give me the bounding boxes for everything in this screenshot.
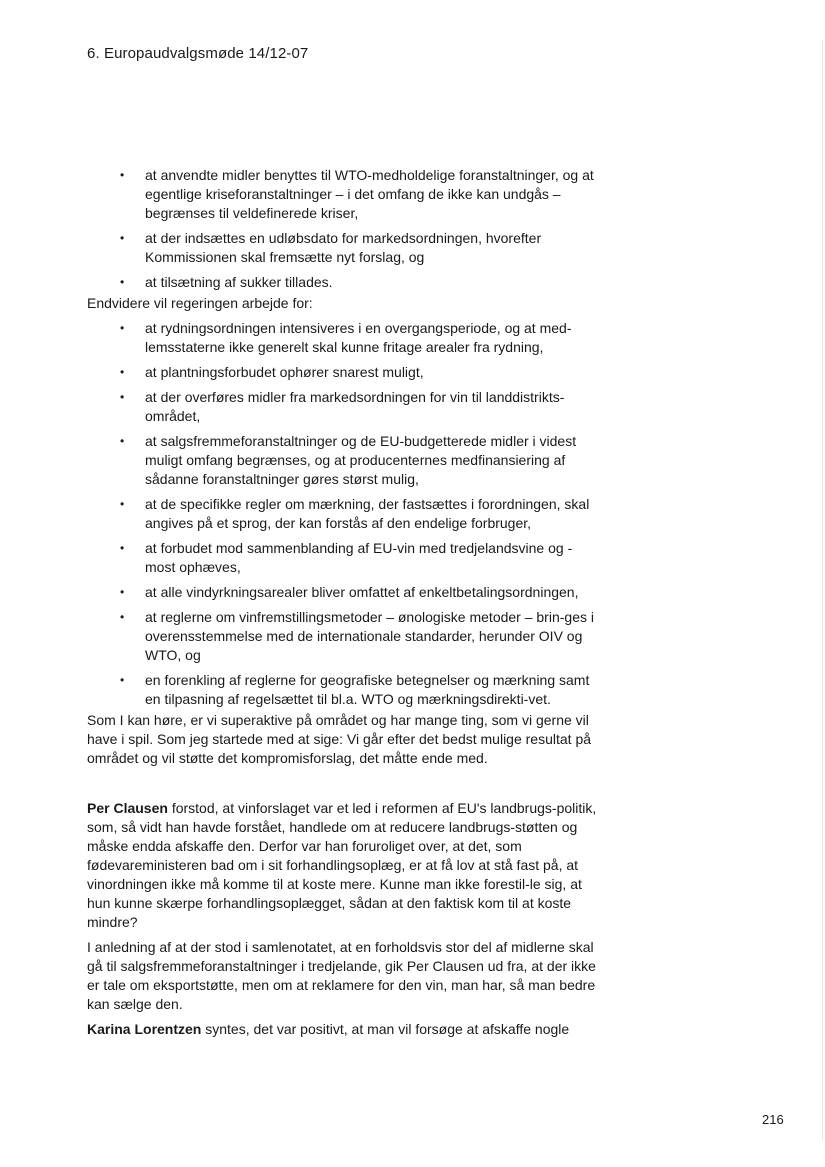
page-header: 6. Europaudvalgsmøde 14/12-07 bbox=[87, 45, 309, 62]
bullet-icon: • bbox=[120, 168, 125, 182]
list-item-text: at alle vindyrkningsarealer bliver omfattet af enkeltbetalingsordningen, bbox=[145, 584, 579, 600]
bullet-icon: • bbox=[120, 585, 125, 599]
list-item-text: at rydningsordningen intensiveres i en overgangsperiode, og at med-lemsstaterne ikke generelt skal kunne fritage arealer fra rydning, bbox=[145, 320, 572, 355]
list-item bbox=[87, 388, 597, 426]
list-item-text: at salgsfremmeforanstaltninger og de EU-budgetterede midler i videst muligt omfang begrænses, og at producenternes medfinansiering af sådanne foranstaltninger gøres størst mulig, bbox=[145, 433, 577, 487]
speech-text: forstod, at vinforslaget var et led i reformen af EU's landbrugs-politik, som, så vidt han havde forstået, handlede om at reducere landbrugs-støtten og måske endda afskaffe den. Derfor var han foruroliget over, at det, som fødevareministeren bad om i sit forhandlingsoplæg, er at få lov at stå fast på, at vinordningen ikke må komme til at koste mere. Kunne man ikke forestil-le sig, at hun kunne skærpe forhandlingsoplægget, sådan at den faktisk kom til at koste mindre? bbox=[87, 800, 597, 930]
bullet-icon: • bbox=[120, 365, 125, 379]
list-item bbox=[87, 583, 597, 602]
list-item-text: at reglerne om vinfremstillingsmetoder – ønologiske metoder – brin-ges i overensstemmelse med de internationale standarder, herunder OIV og WTO, og bbox=[145, 609, 594, 663]
list-item-text: at de specifikke regler om mærkning, der fastsættes i forordningen, skal angives på et sprog, der kan forstås af den endelige forbruger, bbox=[145, 496, 590, 531]
list-item bbox=[87, 539, 597, 577]
list-item-text: en forenkling af reglerne for geografiske betegnelser og mærkning samt en tilpasning af regelsættet til bl.a. WTO og mærkningsdirekti-vet. bbox=[145, 672, 590, 707]
bullet-list-a bbox=[87, 166, 597, 292]
bullet-icon: • bbox=[120, 390, 125, 404]
speaker-name: Karina Lorentzen bbox=[87, 1021, 202, 1037]
list-item bbox=[87, 432, 597, 489]
list-item bbox=[87, 273, 597, 292]
list-item bbox=[87, 671, 597, 709]
paragraph-per-clausen-2: I anledning af at der stod i samlenotatet, at en forholdsvis stor del af midlerne skal gå til salgsfremmeforanstaltninger i tredjelande, gik Per Clausen ud fra, at der ikke er tale om eksportstøtte, men om at reklamere for den vin, man har, så man bedre kan sælge den. bbox=[87, 939, 596, 1012]
paragraph-closing: Som I kan høre, er vi superaktive på området og har mange ting, som vi gerne vil have i spil. Som jeg startede med at sige: Vi går efter det bedst mulige resultat på området og vil støtte det kompromisforslag, det måtte ende med. bbox=[87, 712, 592, 766]
page-body bbox=[87, 166, 597, 1045]
section-gap bbox=[87, 774, 597, 799]
list-item-text: at anvendte midler benyttes til WTO-medholdelige foranstaltninger, og at egentlige kriseforanstaltninger – i det omfang de ikke kan undgås – begrænses til veldefinerede kriser, bbox=[145, 167, 594, 221]
scan-edge-line bbox=[822, 40, 823, 1140]
speaker-name: Per Clausen bbox=[87, 800, 168, 816]
speech-text: syntes, det var positivt, at man vil forsøge at afskaffe nogle bbox=[201, 1021, 570, 1037]
paragraph-per-clausen bbox=[87, 799, 597, 932]
list-item-text: at der indsættes en udløbsdato for markedsordningen, hvorefter Kommissionen skal fremsætte nyt forslag, og bbox=[145, 230, 542, 265]
bullet-list-b bbox=[87, 319, 597, 709]
bullet-icon: • bbox=[120, 610, 125, 624]
list-item-text: at der overføres midler fra markedsordningen for vin til landdistrikts-området, bbox=[145, 389, 565, 424]
paragraph-karina-lorentzen bbox=[87, 1020, 597, 1039]
list-item bbox=[87, 319, 597, 357]
list-item bbox=[87, 166, 597, 223]
list-item bbox=[87, 229, 597, 267]
bullet-icon: • bbox=[120, 434, 125, 448]
list-item-text: at forbudet mod sammenblanding af EU-vin med tredjelandsvine og -most ophæves, bbox=[145, 540, 573, 575]
bullet-icon: • bbox=[120, 673, 125, 687]
list-item bbox=[87, 608, 597, 665]
list-item bbox=[87, 495, 597, 533]
paragraph-intro: Endvidere vil regeringen arbejde for: bbox=[87, 295, 313, 311]
list-item-text: at plantningsforbudet ophører snarest muligt, bbox=[145, 364, 424, 380]
bullet-icon: • bbox=[120, 321, 125, 335]
bullet-icon: • bbox=[120, 541, 125, 555]
page-number: 216 bbox=[762, 1112, 784, 1127]
list-item-text: at tilsætning af sukker tillades. bbox=[145, 274, 333, 290]
bullet-icon: • bbox=[120, 275, 125, 289]
bullet-icon: • bbox=[120, 231, 125, 245]
list-item bbox=[87, 363, 597, 382]
bullet-icon: • bbox=[120, 497, 125, 511]
